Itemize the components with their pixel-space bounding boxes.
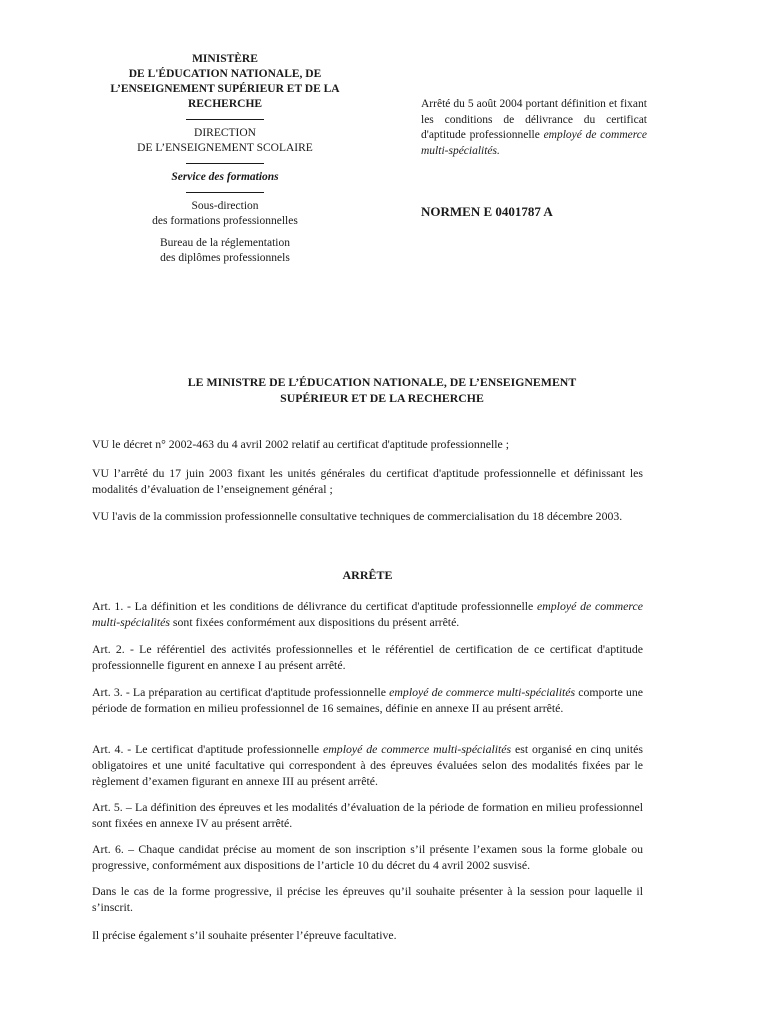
service-name: Service des formations	[171, 171, 279, 183]
article-5	[92, 799, 643, 831]
visa-text: VU le décret n° 2002-463 du 4 avril 2002 relatif au certificat d'aptitude professionnelle ;	[92, 437, 509, 451]
article-6-paragraph-3	[92, 927, 643, 943]
diploma-name: employé de commerce multi-spécialités	[323, 742, 512, 756]
divider-rule	[186, 163, 264, 164]
minister-title-line-1: LE MINISTRE DE L’ÉDUCATION NATIONALE, DE L’ENSEIGNEMENT	[187, 375, 577, 389]
direction-line-2: DE L’ENSEIGNEMENT SCOLAIRE	[137, 142, 313, 154]
visa-text: VU l'avis de la commission professionnelle consultative techniques de commercialisation du 18 décembre 2003.	[92, 509, 623, 523]
subdirection-line-1: Sous-direction	[191, 200, 259, 212]
article-text: comporte une période de formation en milieu professionnel de 16 semaines, définie en annexe II au présent arrêté.	[92, 685, 643, 715]
issuing-authority-block	[90, 52, 360, 266]
bureau-line-1: Bureau de la réglementation	[160, 237, 290, 249]
article-text: Art. 2. - Le référentiel des activités professionnelles et le référentiel de certification de ce certificat d'aptitude professionnelle figurent en annexe I au présent arrêté.	[92, 642, 643, 672]
visa-1	[92, 436, 643, 452]
article-3	[92, 684, 643, 716]
diploma-name: employé de commerce multi-spécialités	[389, 685, 576, 699]
arrete-heading: ARRÊTE	[342, 568, 393, 582]
article-text: sont fixées conformément aux dispositions du présent arrêté.	[169, 615, 460, 629]
nor-reference: NORMEN E 0401787 A	[421, 204, 553, 219]
bureau-line-2: des diplômes professionnels	[160, 252, 290, 264]
decree-title: Arrêté du 5 août 2004 portant définition et fixant les conditions de délivrance du certificat d'aptitude professionnelle	[421, 98, 647, 141]
article-text: Il précise également s’il souhaite présenter l’épreuve facultative.	[92, 928, 397, 942]
ministry-line-3: L’ENSEIGNEMENT SUPÉRIEUR ET DE LA	[110, 83, 340, 95]
article-text: Dans le cas de la forme progressive, il précise les épreuves qu’il souhaite présenter à la session pour laquelle il s’inscrit.	[92, 884, 643, 914]
article-1	[92, 598, 643, 630]
article-6	[92, 841, 643, 873]
diploma-name: employé de commerce multi-spécialités	[92, 599, 643, 629]
article-4	[92, 741, 643, 789]
decree-title-block	[421, 97, 647, 159]
article-text: Art. 1. - La définition et les conditions de délivrance du certificat d'aptitude professionnelle	[92, 599, 538, 613]
visa-2	[92, 465, 643, 497]
article-text: est organisé en cinq unités obligatoires et une unité facultative qui correspondent à des épreuves évaluées selon des modalités fixées par le règlement d’examen figurant en annexe III au présent arrêté.	[92, 742, 644, 788]
subdirection-line-2: des formations professionnelles	[152, 215, 298, 227]
decree-title-diploma: employé de commerce multi-spécialités.	[421, 129, 647, 157]
article-text: Art. 3. - La préparation au certificat d'aptitude professionnelle	[92, 685, 390, 699]
minister-title-line-2: SUPÉRIEUR ET DE LA RECHERCHE	[280, 390, 484, 405]
ministry-line-1: MINISTÈRE	[192, 53, 258, 65]
visa-text: VU l’arrêté du 17 juin 2003 fixant les unités générales du certificat d'aptitude professionnelle et définissant les modalités d’évaluation de l’enseignement général ;	[92, 466, 643, 496]
ministry-line-4: RECHERCHE	[187, 98, 263, 110]
article-2	[92, 641, 643, 673]
direction-line-1: DIRECTION	[194, 127, 256, 139]
minister-title	[92, 375, 672, 406]
ministry-line-2: DE L'ÉDUCATION NATIONALE, DE	[128, 68, 322, 80]
divider-rule	[186, 192, 264, 193]
article-text: Art. 6. – Chaque candidat précise au moment de son inscription s’il présente l’examen sous la forme globale ou progressive, conformément aux dispositions de l’article 10 du décret du 4 avril 2002 susvisé.	[92, 842, 643, 872]
article-text: Art. 5. – La définition des épreuves et les modalités d’évaluation de la période de formation en milieu professionnel sont fixées en annexe IV au présent arrêté.	[92, 800, 643, 830]
article-text: Art. 4. - Le certificat d'aptitude professionnelle	[92, 742, 324, 756]
article-6-paragraph-2	[92, 883, 643, 915]
divider-rule	[186, 119, 264, 120]
visa-3	[92, 508, 643, 524]
